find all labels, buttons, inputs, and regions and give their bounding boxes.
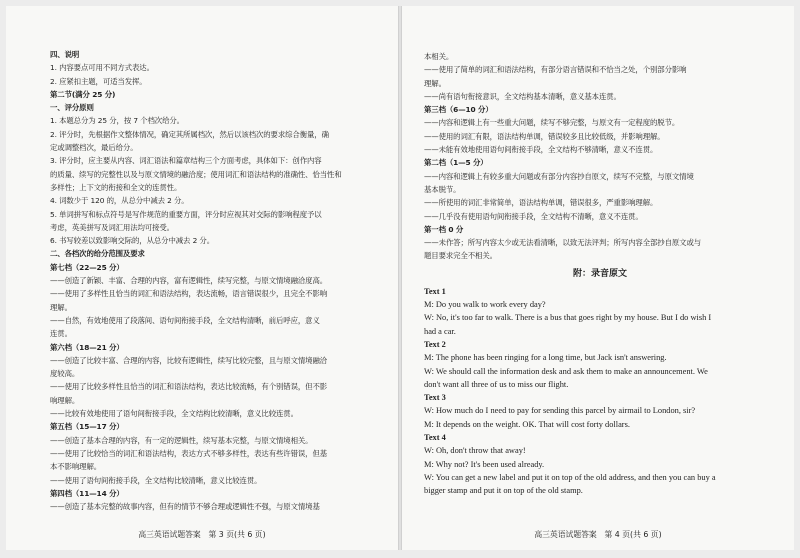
text-line: ——未作答；所写内容太少或无法看清晰，以致无法评判；所写内容全部抄自原文或与 xyxy=(424,238,702,248)
text-line: 定或调整档次，最后给分。 xyxy=(50,143,138,153)
text-line: 2. 应紧扣主题，可适当发挥。 xyxy=(50,76,147,86)
text-line: ——未能有效地使用语句间衔接手段，全文结构不够清晰，意义不连贯。 xyxy=(424,145,658,155)
text-line: 连贯。 xyxy=(50,329,72,339)
text-line: 2. 评分时，先根据作文整体情况，确定其所属档次，然后以该档次的要求综合衡量，确 xyxy=(50,129,329,139)
text-line: Text 2 xyxy=(424,339,446,349)
text-line: ——内容和逻辑上有一些重大问题，续写不够完整，与原文有一定程度的脱节。 xyxy=(424,118,680,128)
text-line: 1. 内容要点可用不同方式表达。 xyxy=(50,63,154,73)
text-line: W: We should call the information desk and ask them to make an announcement. We xyxy=(424,366,708,376)
text-line: M: Why not? It's been used already. xyxy=(424,459,545,469)
text-line: had a car. xyxy=(424,326,456,336)
text-line: 基本脱节。 xyxy=(424,184,461,194)
text-line: 5. 单词拼写和标点符号是写作规范的重要方面，评分时应视其对交际的影响程度予以 xyxy=(50,209,322,219)
text-line: 考虑，英美拼写及词汇用法均可接受。 xyxy=(50,222,174,232)
text-line: ——创造了新颖、丰富、合理的内容，富有逻辑性，续写完整，与原文情境融洽度高。 xyxy=(50,276,328,286)
text-line: 第七档（22—25 分） xyxy=(50,262,124,272)
text-line: 第三档（6—10 分） xyxy=(424,105,493,115)
text-line: W: How much do I need to pay for sending this parcel by airmail to London, sir? xyxy=(424,406,696,416)
page-4 xyxy=(402,6,794,550)
text-line: ——所使用的词汇非常简单，语法结构单调，错误很多，严重影响理解。 xyxy=(424,198,658,208)
text-line: 四、说明 xyxy=(50,50,80,59)
text-line: Text 3 xyxy=(424,393,446,403)
text-line: 第四档（11—14 分） xyxy=(50,488,124,498)
text-line: 第五档（15—17 分） xyxy=(50,422,124,432)
transcript-title: 附：录音原文 xyxy=(572,268,627,279)
text-line: 题目要求完全不相关。 xyxy=(424,251,497,261)
text-line: Text 1 xyxy=(424,286,446,296)
text-line: 度较高。 xyxy=(50,369,80,379)
text-line: ——创造了基本合理的内容，有一定的逻辑性，续写基本完整，与原文情境相关。 xyxy=(50,435,313,445)
text-line: 理解。 xyxy=(424,78,446,88)
right-page-body xyxy=(424,50,776,263)
page-4-footer: 高三英语试题答案 第 4 页(共 6 页) xyxy=(534,530,662,539)
transcript-body xyxy=(424,285,776,498)
text-line: ——几乎没有使用语句间衔接手段，全文结构不清晰，意义不连贯。 xyxy=(424,211,643,221)
text-line: ——使用的词汇有限，语法结构单调，错误较多且比较低级，并影响理解。 xyxy=(424,131,665,141)
text-line: ——使用了简单的词汇和语法结构，有部分语言错误和不恰当之处，个别部分影响 xyxy=(424,65,687,75)
text-line: ——使用了比较多样性且恰当的词汇和语法结构，表达比较流畅，有个别错误，但不影 xyxy=(50,382,328,392)
text-line: ——自然，有效地使用了段落间、语句间衔接手段，全文结构清晰，前后呼应，意义 xyxy=(50,315,320,325)
text-line: Text 4 xyxy=(424,433,446,443)
text-line: ——使用了比较恰当的词汇和语法结构，表达方式不够多样性，表达有些许错误，但基 xyxy=(50,448,328,458)
text-line: bigger stamp and put it on top of the old stamp. xyxy=(424,486,583,496)
text-line: 3. 评分时，应主要从内容、词汇语法和篇章结构三个方面考虑，具体如下：创作内容 xyxy=(50,156,322,166)
text-line: 本相关。 xyxy=(424,52,454,61)
text-line: ——使用了语句间衔接手段，全文结构比较清晰，意义比较连贯。 xyxy=(50,475,262,485)
text-line: M: Do you walk to work every day? xyxy=(424,300,546,310)
page-3-footer: 高三英语试题答案 第 3 页(共 6 页) xyxy=(138,530,266,539)
text-line: don't want all three of us to miss our flight. xyxy=(424,379,569,389)
text-line: 6. 书写较差以致影响交际的，从总分中减去 2 分。 xyxy=(50,236,215,246)
text-line: ——创造了基本完整的故事内容，但有的情节不够合理或逻辑性不强，与原文情境基 xyxy=(50,502,320,512)
text-line: M: The phone has been ringing for a long time, but Jack isn't answering. xyxy=(424,353,667,363)
left-page-body xyxy=(50,48,380,513)
text-line: W: Oh, don't throw that away! xyxy=(424,446,526,456)
text-line: 二、各档次的给分范围及要求 xyxy=(50,249,145,259)
text-line: 第二节(满分 25 分) xyxy=(50,89,116,99)
text-line: ——尚有语句衔接意识，全文结构基本清晰，意义基本连贯。 xyxy=(424,91,621,101)
text-line: ——比较有效地使用了语句间衔接手段，全文结构比较清晰，意义比较连贯。 xyxy=(50,409,298,419)
text-line: 第六档（18—21 分） xyxy=(50,342,124,352)
text-line: 4. 词数少于 120 的，从总分中减去 2 分。 xyxy=(50,196,189,206)
text-line: 响理解。 xyxy=(50,395,80,405)
text-line: 第二档（1—5 分） xyxy=(424,158,488,168)
text-line: ——使用了多样性且恰当的词汇和语法结构，表达流畅，语言错误很少，且完全不影响 xyxy=(50,289,328,299)
text-line: 第一档 0 分 xyxy=(424,224,464,234)
text-line: 本不影响理解。 xyxy=(50,462,102,472)
text-line: ——创造了比较丰富、合理的内容，比较有逻辑性，续写比较完整，且与原文情境融洽 xyxy=(50,355,328,365)
text-line: 一、评分原则 xyxy=(50,103,94,113)
text-line: 的质量、续写的完整性以及与原文情境的融洽度；使用词汇和语法结构的准确性、恰当性和 xyxy=(50,169,342,179)
text-line: ——内容和逻辑上有较多重大问题或有部分内容抄自原文，续写不完整，与原文情境 xyxy=(424,171,694,181)
text-line: W: No, it's too far to walk. There is a bus that goes right by my house. But I do wish I xyxy=(424,313,712,323)
text-line: W: You can get a new label and put it on top of the old address, and then you can buy a xyxy=(424,472,716,482)
text-line: M: It depends on the weight. OK. That will cost forty dollars. xyxy=(424,419,630,429)
text-line: 多样性；上下文的衔接和全文的连贯性。 xyxy=(50,182,182,192)
text-line: 1. 本题总分为 25 分，按 7 个档次给分。 xyxy=(50,116,184,126)
text-line: 理解。 xyxy=(50,302,72,312)
page-3 xyxy=(6,6,398,550)
